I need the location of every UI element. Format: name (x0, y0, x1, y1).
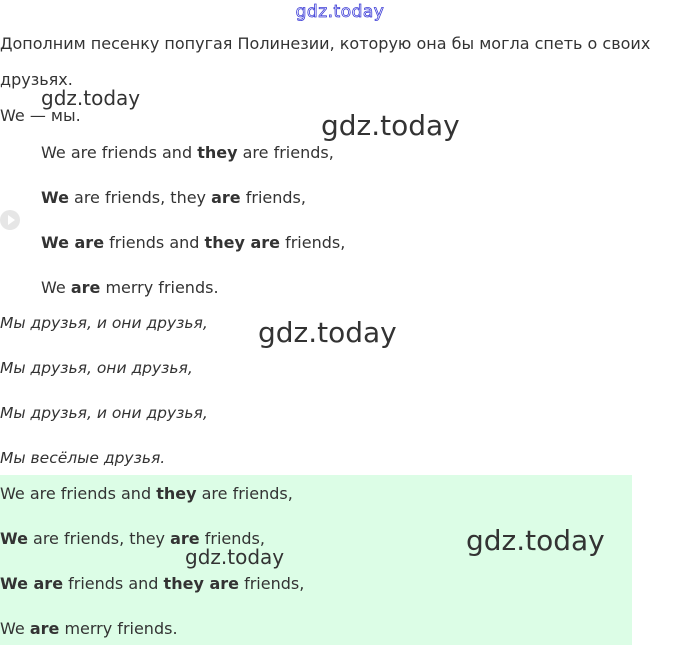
watermark: gdz.today (41, 86, 141, 110)
verse-line-3: We are friends and they are friends, (41, 233, 346, 252)
verse-line-2: We are friends, they are friends, (41, 188, 306, 207)
watermark: gdz.today (466, 524, 605, 557)
task-text-line-2: друзьях. (0, 70, 73, 89)
watermark: gdz.today (185, 545, 285, 569)
vocabulary-hint: We — мы. (0, 106, 81, 125)
watermark-top: gdz.today (295, 2, 385, 22)
translation-line-1: Мы друзья, и они друзья, (0, 314, 208, 332)
answer-line-3: We are friends and they are friends, (0, 574, 305, 593)
answer-line-1: We are friends and they are friends, (0, 484, 293, 503)
watermark: gdz.today (321, 109, 460, 142)
answer-line-4: We are merry friends. (0, 619, 178, 638)
answer-line-2: We are friends, they are friends, (0, 529, 265, 548)
translation-line-3: Мы друзья, и они друзья, (0, 404, 208, 422)
translation-line-4: Мы весёлые друзья. (0, 449, 166, 467)
watermark: gdz.today (258, 316, 397, 349)
translation-line-2: Мы друзья, они друзья, (0, 359, 193, 377)
task-text-line-1: Дополним песенку попугая Полинезии, которую она бы могла спеть о своих (0, 34, 651, 53)
play-icon[interactable] (0, 210, 20, 230)
verse-line-4: We are merry friends. (41, 278, 219, 297)
verse-line-1: We are friends and they are friends, (41, 143, 334, 162)
